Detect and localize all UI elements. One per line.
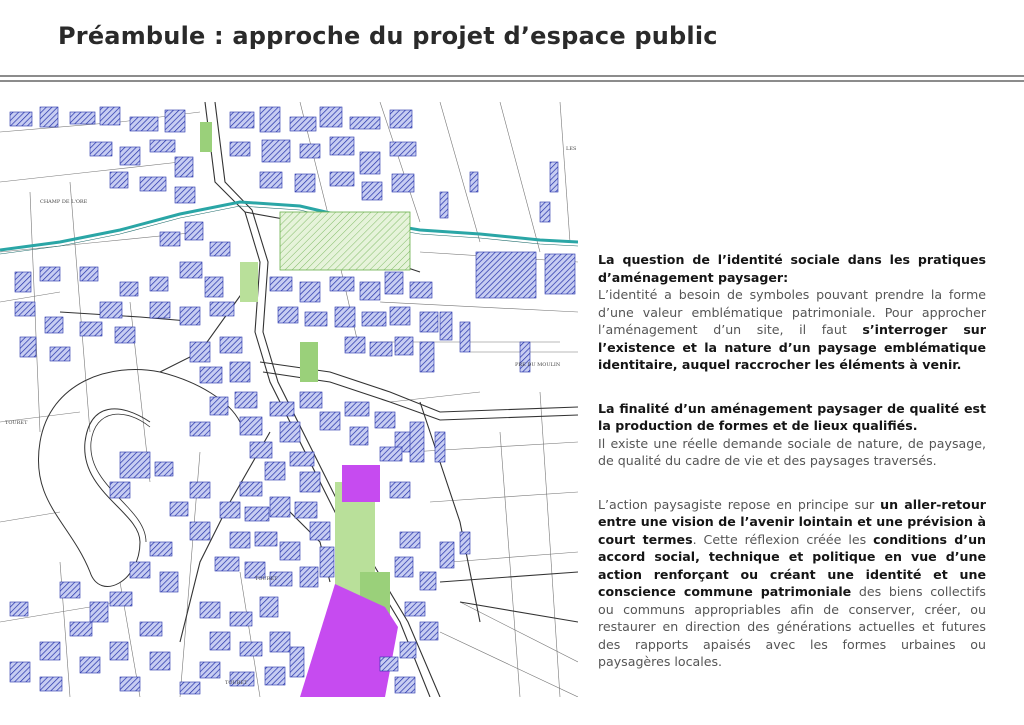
cadastral-map bbox=[0, 102, 578, 697]
page-title: Préambule : approche du projet d’espace public bbox=[58, 22, 718, 50]
green-plaza bbox=[240, 262, 258, 302]
map-label-champ-de-lore: CHAMP DE L'ORE bbox=[40, 199, 88, 205]
section2-paragraph: Il existe une réelle demande sociale de nature, de paysage, de qualité du cadre de vie et des paysages traversés. bbox=[598, 435, 986, 468]
section3-text-1: L’action paysagiste repose en principe sur bbox=[598, 496, 881, 512]
green-park-hatched bbox=[280, 212, 410, 270]
section3-text-3: des biens collectifs ou communs appropriables afin de conserver, créer, ou restaurer en direction des générations actuelles et futures des rapports apaisés avec les formes urbaines ou paysagères locales. bbox=[598, 584, 986, 669]
header-rule-top bbox=[0, 75, 1024, 77]
section2-heading: La finalité d’un aménagement paysager de qualité est la production de formes et de lieux qualifiés. bbox=[598, 400, 986, 433]
header-rule-bottom bbox=[0, 80, 1024, 82]
map-label-touret: TOURET bbox=[225, 680, 248, 686]
section1-heading: La question de l’identité sociale dans les pratiques d’aménagement paysager: bbox=[598, 252, 986, 285]
section3-text-2: . Cette réflexion créée les bbox=[692, 531, 874, 547]
buildings bbox=[10, 107, 575, 694]
project-area-north bbox=[342, 465, 380, 502]
section3-bold-1: un aller-retour entre une vision de l’avenir lointain et une prévision à court termes bbox=[598, 496, 987, 547]
text-column bbox=[598, 251, 986, 671]
map-label-les: LES bbox=[566, 146, 577, 152]
section1-bold: s’interroger sur l’existence et la nature d’un paysage emblématique identitaire, auquel raccrocher les éléments à venir. bbox=[598, 322, 986, 372]
map-label-pre-du-moulin: PRE DU MOULIN bbox=[515, 362, 561, 368]
section1-paragraph bbox=[598, 286, 986, 374]
section1-text: L’identité a besoin de symboles pouvant prendre la forme d’une valeur emblématique patrimoniale. Pour approcher l’aménagement d’un site, il faut bbox=[598, 287, 986, 337]
map-label-touret: TOURET bbox=[255, 576, 278, 582]
section3-paragraph bbox=[598, 496, 986, 671]
green-strip bbox=[200, 122, 212, 152]
map-label-touret: TOURET bbox=[5, 420, 28, 426]
section3-bold-2: conditions d’un accord social, technique et politique en vue d’une action renforçant ou créant une identité et une conscience commune patrimoniale bbox=[598, 531, 986, 599]
green-strip bbox=[300, 342, 318, 382]
